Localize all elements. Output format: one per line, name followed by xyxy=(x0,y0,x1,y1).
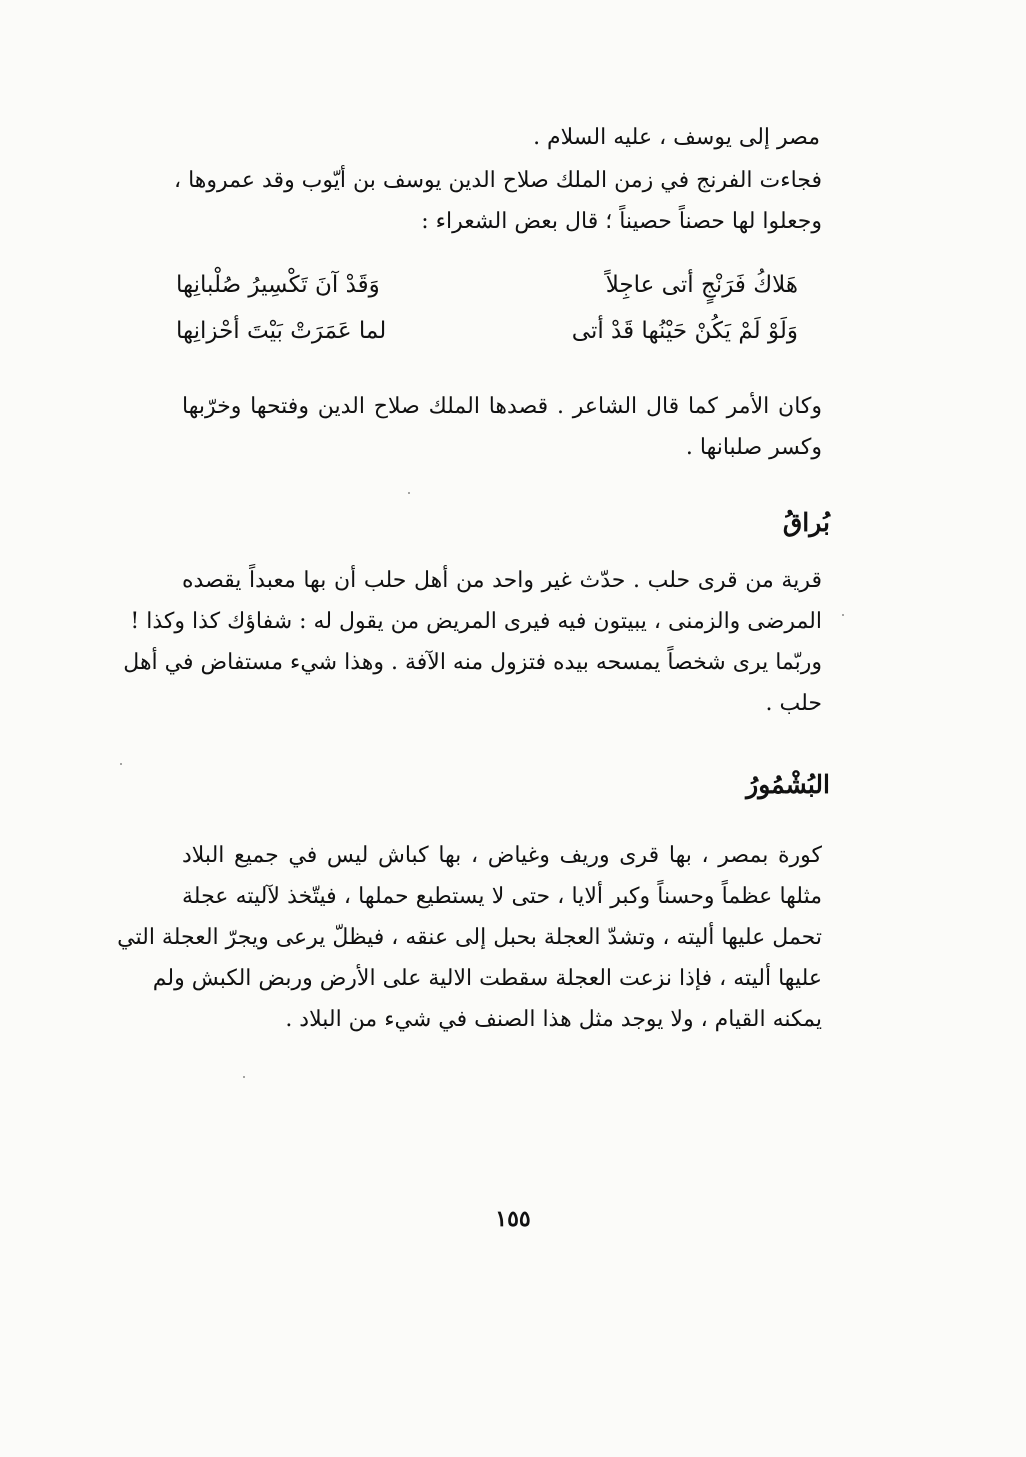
paragraph-crusaders xyxy=(174,160,822,242)
entry-line: حلب . xyxy=(765,691,822,716)
paragraph-line: وجعلوا لها حصناً حصيناً ؛ قال بعض الشعراء : xyxy=(421,209,822,234)
entry-line: تحمل عليها أليته ، وتشدّ العجلة بحبل إلى عنقه ، فيظلّ يرعى ويجرّ العجلة التي xyxy=(117,925,822,950)
intro-line-1: مصر إلى يوسف ، عليه السلام . xyxy=(533,125,820,150)
page-number: ١٥٥ xyxy=(495,1206,531,1232)
entry-line: المرضى والزمنى ، يبيتون فيه فيرى المريض من يقول له : شفاؤك كذا وكذا ! xyxy=(130,609,822,634)
scan-speck xyxy=(842,614,844,616)
scan-speck xyxy=(408,492,410,494)
entry-line: مثلها عظماً وحسناً وكبر ألايا ، حتى لا يستطيع حملها ، فيتّخذ لآليته عجلة xyxy=(182,884,822,909)
paragraph-poet xyxy=(182,386,822,468)
entry-line: يمكنه القيام ، ولا يوجد مثل هذا الصنف في شيء من البلاد . xyxy=(285,1007,822,1032)
scan-speck xyxy=(120,763,122,765)
intro-paragraph xyxy=(533,117,820,158)
entry-line: عليها أليته ، فإذا نزعت العجلة سقطت الالية على الأرض وربض الكبش ولم xyxy=(152,966,822,991)
paragraph-line: فجاءت الفرنج في زمن الملك صلاح الدين يوسف بن أيّوب وقد عمروها ، xyxy=(174,168,822,193)
verse-2-first-hemistich: وَلَوْ لَمْ يَكُنْ حَيْنُها قَدْ أتى xyxy=(571,318,798,344)
entry-body-bashmur xyxy=(117,835,822,1040)
verse-2-second-hemistich: لما عَمَرَتْ بَيْتَ أحْزانِها xyxy=(176,318,387,344)
paragraph-line: وكان الأمر كما قال الشاعر . قصدها الملك صلاح الدين وفتحها وخرّبها xyxy=(182,394,822,419)
entry-line: قرية من قرى حلب . حدّث غير واحد من أهل حلب أن بها معبداً يقصده xyxy=(182,568,822,593)
verse-1-first-hemistich: هَلاكُ فَرَنْجٍ أتى عاجِلاً xyxy=(605,272,798,298)
entry-body-buraq xyxy=(123,560,822,724)
verse-1-second-hemistich: وَقَدْ آنَ تَكْسِيرُ صُلْبانِها xyxy=(176,272,380,298)
paragraph-line: وكسر صلبانها . xyxy=(685,435,822,460)
entry-heading-bashmur: البُشْمُورُ xyxy=(746,770,830,799)
entry-heading-buraq: بُراقُ xyxy=(782,508,830,537)
entry-line: وربّما يرى شخصاً يمسحه بيده فتزول منه الآفة . وهذا شيء مستفاض في أهل xyxy=(123,650,822,675)
entry-line: كورة بمصر ، بها قرى وريف وغياض ، بها كباش ليس في جميع البلاد xyxy=(182,843,822,868)
scan-speck xyxy=(243,1076,245,1078)
